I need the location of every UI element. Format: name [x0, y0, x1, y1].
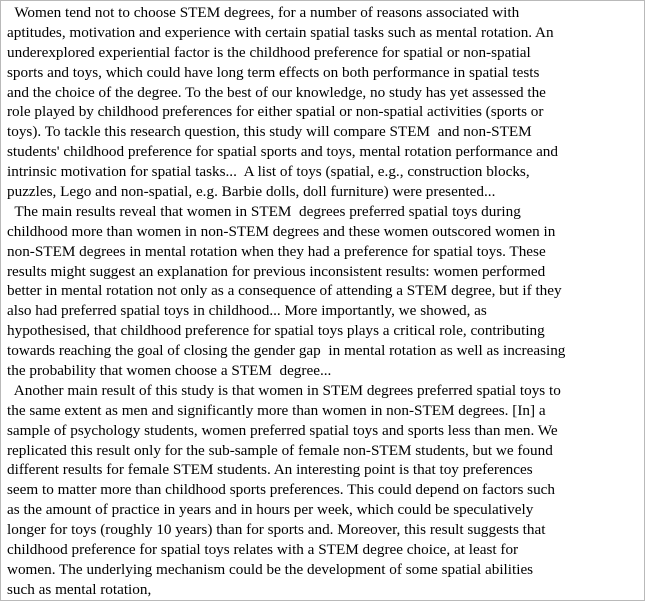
text-line: the same extent as men and significantly more than women in non-STEM degrees. [In] a [7, 401, 546, 419]
text-line: childhood more than women in non-STEM degrees and these women outscored women in [7, 222, 556, 240]
text-line: Another main result of this study is that women in STEM degrees preferred spatial toys to [7, 381, 561, 399]
text-line: non-STEM degrees in mental rotation when they had a preference for spatial toys. These [7, 242, 546, 260]
text-line: role played by childhood preferences for either spatial or non-spatial activities (sports or [7, 103, 544, 121]
text-line: and the choice of the degree. To the best of our knowledge, no study has yet assessed the [7, 83, 546, 101]
text-line: results might suggest an explanation for previous inconsistent results: women performed [7, 262, 546, 280]
text-line: The main results reveal that women in STEM degrees preferred spatial toys during [7, 202, 521, 220]
text-line: as the amount of practice in years and in hours per week, which could be speculatively [7, 501, 534, 519]
text-line: such as mental rotation, [7, 580, 152, 598]
text-line: the probability that women choose a STEM degree... [7, 362, 332, 380]
text-line: students' childhood preference for spatial sports and toys, mental rotation performance and [7, 143, 558, 161]
text-line: replicated this result only for the sub-sample of female non-STEM students, but we found [7, 441, 553, 459]
text-line: intrinsic motivation for spatial tasks... A list of toys (spatial, e.g., construction blocks, [7, 163, 530, 181]
text-line: also had preferred spatial toys in childhood... More importantly, we showed, as [7, 302, 487, 320]
text-line: women. The underlying mechanism could be the development of some spatial abilities [7, 560, 534, 578]
text-line: hypothesised, that childhood preference for spatial toys plays a critical role, contributing [7, 322, 545, 340]
text-line: better in mental rotation not only as a consequence of attending a STEM degree, but if they [7, 282, 562, 300]
text-line: childhood preference for spatial toys relates with a STEM degree choice, at least for [7, 541, 519, 559]
document-text-block [7, 3, 645, 600]
text-line: underexplored experiential factor is the childhood preference for spatial or non-spatial [7, 43, 531, 61]
text-line: Women tend not to choose STEM degrees, for a number of reasons associated with [7, 4, 520, 21]
text-line: toys). To tackle this research question, this study will compare STEM and non-STEM [7, 123, 532, 141]
text-line: different results for female STEM students. An interesting point is that toy preferences [7, 461, 533, 479]
text-line: aptitudes, motivation and experience with certain spatial tasks such as mental rotation. An [7, 23, 554, 41]
text-line: sample of psychology students, women preferred spatial toys and sports less than men. We [7, 421, 558, 439]
text-line: longer for toys (roughly 10 years) than for sports and. Moreover, this result suggests that [7, 521, 546, 539]
text-line: towards reaching the goal of closing the gender gap in mental rotation as well as increasing [7, 342, 566, 360]
text-line: puzzles, Lego and non-spatial, e.g. Barbie dolls, doll furniture) were presented... [7, 183, 496, 201]
text-line: seem to matter more than childhood sports preferences. This could depend on factors such [7, 481, 555, 499]
text-line: sports and toys, which could have long term effects on both performance in spatial tests [7, 63, 540, 81]
